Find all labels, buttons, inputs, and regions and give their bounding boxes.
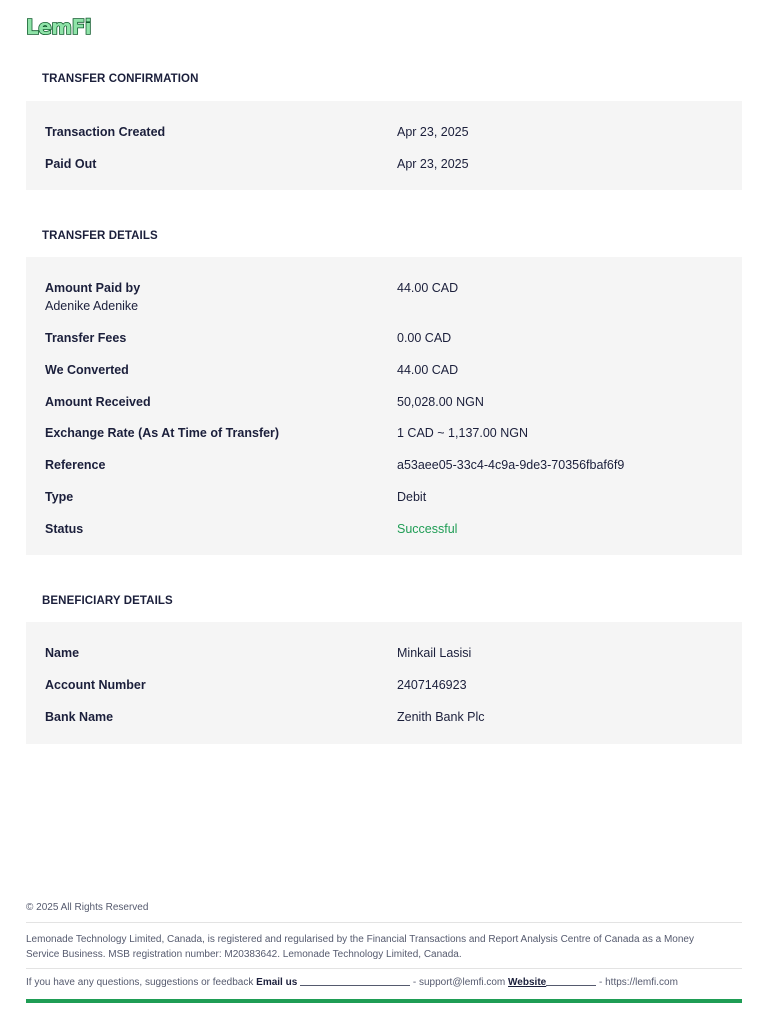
- blank-line: [546, 976, 596, 986]
- row-label: Amount Received: [45, 395, 151, 409]
- bottom-accent-bar: [26, 999, 742, 1003]
- row-label: Reference: [45, 458, 106, 472]
- blank-line: [300, 976, 410, 986]
- row-label: Name: [45, 646, 80, 660]
- row-label: Status: [45, 522, 84, 536]
- row-value: Apr 23, 2025: [397, 157, 469, 171]
- row-value: Minkail Lasisi: [397, 646, 472, 660]
- website-label: Website: [508, 977, 547, 988]
- row-value: 50,028.00 NGN: [397, 395, 484, 409]
- transfer-details-title: TRANSFER DETAILS: [42, 230, 158, 242]
- row-value: 44.00 CAD: [397, 281, 459, 295]
- row-label: Amount Paid by: [45, 281, 141, 295]
- contact-line: [26, 976, 742, 990]
- row-label: Account Number: [45, 678, 146, 692]
- transfer-confirmation-title: TRANSFER CONFIRMATION: [42, 73, 199, 85]
- separator: -: [410, 977, 419, 988]
- status-badge: Successful: [397, 522, 458, 536]
- support-email-link[interactable]: support@lemfi.com: [418, 977, 506, 988]
- logo-text: LemFi: [26, 16, 92, 38]
- copyright: © 2025 All Rights Reserved: [26, 902, 149, 913]
- row-value: 0.00 CAD: [397, 331, 452, 345]
- contact-prefix: If you have any questions, suggestions or feedback: [26, 977, 254, 988]
- row-label: We Converted: [45, 363, 129, 377]
- beneficiary-details-title: BENEFICIARY DETAILS: [42, 595, 173, 607]
- row-value: a53aee05-33c4-4c9a-9de3-70356fbaf6f9: [397, 458, 625, 472]
- row-value: 2407146923: [397, 678, 467, 692]
- payer-name: Adenike Adenike: [45, 299, 139, 313]
- email-us-label: Email us: [256, 977, 298, 988]
- row-value: Debit: [397, 490, 427, 504]
- row-label: Transfer Fees: [45, 331, 127, 345]
- row-label: Exchange Rate (As At Time of Transfer): [45, 426, 280, 440]
- divider: [26, 922, 742, 923]
- row-value: 44.00 CAD: [397, 363, 459, 377]
- row-label: Transaction Created: [45, 125, 166, 139]
- row-value: Apr 23, 2025: [397, 125, 469, 139]
- transfer-confirmation-panel: [26, 101, 742, 190]
- row-label: Type: [45, 490, 74, 504]
- lemfi-logo: [25, 16, 125, 38]
- legal-notice: Lemonade Technology Limited, Canada, is registered and regularised by the Financial Transactions and Report Analysis Centre of Canada as a Money Service Business. MSB registration number: M20383642. Lemonade Technology Limited, Canada.: [26, 934, 694, 960]
- row-label: Bank Name: [45, 710, 114, 724]
- amount-paid-row: [45, 279, 725, 315]
- row-value: Zenith Bank Plc: [397, 710, 485, 724]
- row-label: Paid Out: [45, 157, 97, 171]
- row-value: 1 CAD ~ 1,137.00 NGN: [397, 426, 528, 440]
- divider: [26, 968, 742, 969]
- website-link[interactable]: https://lemfi.com: [605, 977, 678, 988]
- separator: -: [596, 977, 606, 988]
